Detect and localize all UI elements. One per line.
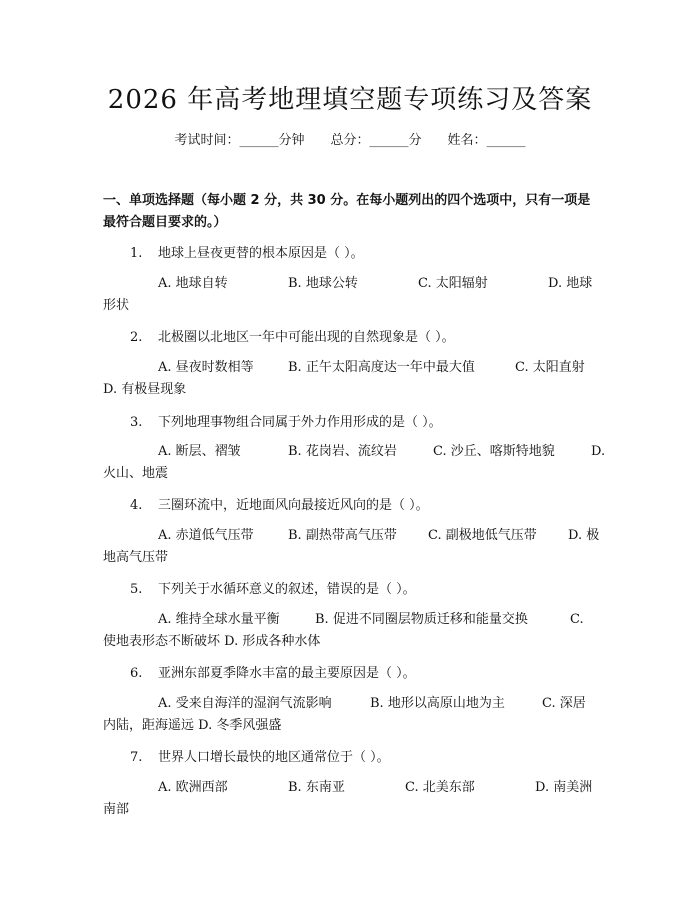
option-wrap-line: 地高气压带 xyxy=(103,550,169,565)
question-number: 3. xyxy=(130,415,143,430)
option-c: C. 副极地低气压带 xyxy=(428,528,537,543)
question-options xyxy=(103,777,603,821)
option-a: A. 断层、褶皱 xyxy=(158,444,241,459)
question-number: 5. xyxy=(130,582,143,597)
option-c: C. 沙丘、喀斯特地貌 xyxy=(433,444,555,459)
question-number: 4. xyxy=(130,498,143,513)
option-a: A. 受来自海洋的湿润气流影响 xyxy=(158,696,332,711)
option-b: B. 正午太阳高度达一年中最大值 xyxy=(288,360,475,375)
option-a: A. 昼夜时数相等 xyxy=(158,360,254,375)
option-wrap-line: 内陆，距海遥远 D. 冬季风强盛 xyxy=(103,718,282,733)
question-options xyxy=(103,609,603,653)
option-c: C. 太阳直射 xyxy=(515,360,585,375)
question-number: 2. xyxy=(130,330,143,345)
question-text: 下列地理事物组合同属于外力作用形成的是（ ）。 xyxy=(158,415,442,430)
option-a: A. 地球自转 xyxy=(158,276,228,291)
question-number: 6. xyxy=(130,666,143,681)
option-d: D. xyxy=(591,444,606,459)
option-d: D. 南美洲 xyxy=(535,780,593,795)
option-wrap-line: 火山、地震 xyxy=(103,466,169,481)
option-wrap-line: D. 有极昼现象 xyxy=(103,382,187,397)
question-text: 三圈环流中，近地面风向最接近风向的是（ ）。 xyxy=(158,498,429,513)
question-options xyxy=(103,525,603,569)
option-c: C. 太阳辐射 xyxy=(418,276,488,291)
question-stem xyxy=(130,328,600,348)
option-a: A. 赤道低气压带 xyxy=(158,528,254,543)
question-number: 7. xyxy=(130,750,143,765)
question-number: 1. xyxy=(130,246,143,261)
section-heading: 一、单项选择题（每小题 2 分，共 30 分。在每小题列出的四个选项中，只有一项是最符合题目要求的。） xyxy=(103,193,591,230)
option-a: A. 维持全球水量平衡 xyxy=(158,612,280,627)
question-text: 下列关于水循环意义的叙述，错误的是（ ）。 xyxy=(158,582,416,597)
option-wrap-line: 南部 xyxy=(103,802,130,817)
question-stem xyxy=(130,413,600,433)
student-name-label: 姓名：______ xyxy=(447,133,526,148)
option-c: C. xyxy=(570,612,584,627)
question-text: 地球上昼夜更替的根本原因是（ ）。 xyxy=(158,246,364,261)
total-score-label: 总分：______分 xyxy=(330,133,422,148)
page-title: 2026 年高考地理填空题专项练习及答案 xyxy=(107,85,593,115)
question-text: 北极圈以北地区一年中可能出现的自然现象是（ ）。 xyxy=(158,330,455,345)
question-options xyxy=(103,441,606,485)
option-wrap-line: 使地表形态不断破坏 D. 形成各种水体 xyxy=(103,634,321,649)
question-options xyxy=(103,357,603,401)
question-stem xyxy=(130,244,600,264)
exam-info-line xyxy=(0,131,700,151)
option-b: B. 花岗岩、流纹岩 xyxy=(288,444,397,459)
question-stem xyxy=(130,496,600,516)
exam-time-label: 考试时间：______分钟 xyxy=(174,133,305,148)
option-a: A. 欧洲西部 xyxy=(158,780,228,795)
question-text: 亚洲东部夏季降水丰富的最主要原因是（ ）。 xyxy=(158,666,416,681)
option-wrap-line: 形状 xyxy=(103,298,130,313)
option-b: B. 副热带高气压带 xyxy=(288,528,397,543)
option-b: B. 东南亚 xyxy=(288,780,345,795)
question-stem xyxy=(130,580,600,600)
option-d: D. 地球 xyxy=(548,276,593,291)
option-b: B. 促进不同圈层物质迁移和能量交换 xyxy=(315,612,528,627)
option-d: D. 极 xyxy=(568,528,600,543)
question-stem xyxy=(130,664,600,684)
question-options xyxy=(103,693,603,737)
question-text: 世界人口增长最快的地区通常位于（ ）。 xyxy=(158,750,390,765)
option-c: C. 深居 xyxy=(542,696,586,711)
option-c: C. 北美东部 xyxy=(405,780,475,795)
option-b: B. 地形以高原山地为主 xyxy=(370,696,505,711)
question-options xyxy=(103,273,603,317)
question-stem xyxy=(130,748,600,768)
option-b: B. 地球公转 xyxy=(288,276,358,291)
